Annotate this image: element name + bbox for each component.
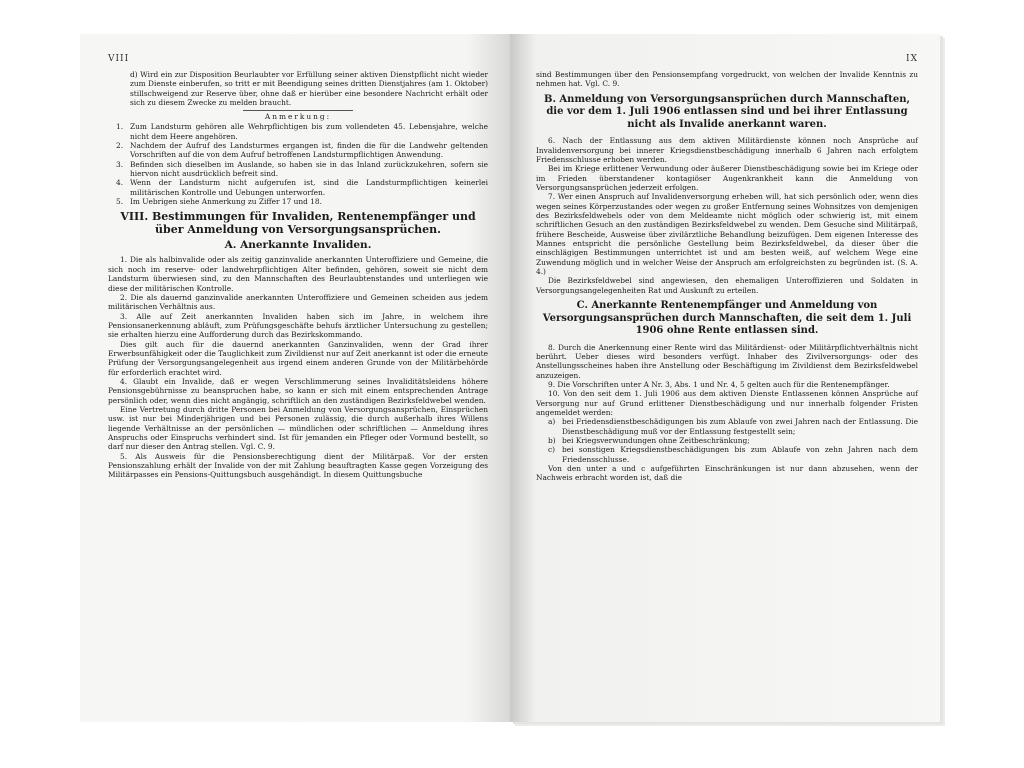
paragraph: 2. Die als dauernd ganzinvalide anerkannten Unteroffiziere und Gemeinen scheiden aus jedem militärischen Verhältnis aus. [108,292,488,312]
paragraph: 1. Die als halbinvalide oder als zeitig ganzinvalide anerkannten Unteroffiziere und Gemeine, die sich noch im reserve- oder landwehrpflichtigen Alter befinden, gehören, soweit sie nicht dem Landsturm überwiesen sind, zu den Mannschaften des Beurlaubtenstandes und unterliegen wie diese der militärischen Kontrolle. [108,255,488,293]
left-page [80,34,510,722]
note-item: 3. Befinden sich dieselben im Auslande, so haben sie in das Inland zurückzukehren, sofern sie hiervon nicht ausdrücklich befreit sind. [116,159,488,179]
sub-item: a) bei Friedensdienstbeschädigungen bis zum Ablaufe von zwei Jahren nach der Entlassung. Die Dienstbeschädigung muß vor der Entlassung festgestellt sein; [548,417,918,436]
paragraph: Dies gilt auch für die dauernd anerkannten Ganzinvaliden, wenn der Grad ihrer Erwerbsunfähigkeit oder die Tauglichkeit zum Zivildienst nur auf Zeit anerkannt ist oder die erneute Prüfung der Versorgungsangelegenheit aus irgend einem anderen Grunde von der Militärbehörde für erforderlich erachtet wird. [108,339,488,377]
paragraph: Die Bezirksfeldwebel sind angewiesen, den ehemaligen Unteroffizieren und Soldaten in Versorgungsangelegenheiten Rat und Auskunft zu erteilen. [536,276,918,295]
paragraph: 7. Wer einen Anspruch auf Invalidenversorgung erheben will, hat sich persönlich oder, wenn dies wegen seines Körperzustandes oder wegen zu großer Entfernung seines Wohnsitzes von demjenigen des Bezirksfeldwebels oder von dem Meldeamte nicht möglich oder schwierig ist, mit einem schriftlichen Gesuch an den zuständigen Bezirksfeldwebel zu wenden. Dem Gesuche sind Militärpaß, frühere Bescheide, Ausweise über zivilärztliche Behandlung beizufügen. Dem eigenen Interesse des Mannes entspricht die persönliche Gestellung beim Bezirksfeldwebel, da dieser über die einschlägigen Bestimmungen unterrichtet ist und am besten weiß, auf welchem Wege eine Zuwendung möglich und in welcher Weise der Anspruch am erfolgreichsten zu begründen ist. (S. A. 4.) [536,192,918,276]
closing-paragraph: Von den unter a und c aufgeführten Einschränkungen ist nur dann abzusehen, wenn der Nachweis erbracht worden ist, daß die [536,464,918,483]
open-book [80,34,940,722]
divider-rule [243,110,353,111]
section-heading: VIII. Bestimmungen für Invaliden, Rentenempfänger und über Anmeldung von Versorgungsansprüchen. [120,210,476,237]
note-item: 4. Wenn der Landsturm nicht aufgerufen ist, sind die Landsturmpflichtigen keinerlei militärischen Kontrolle und Uebungen unterworfen. [116,178,488,197]
paragraph: 4. Glaubt ein Invalide, daß er wegen Verschlimmerung seines Invaliditätsleidens höhere Pensionsgebührnisse zu beanspruchen habe, so kann er sich mit einem entsprechenden Antrage persönlich oder, wenn dies nicht angängig, schriftlich an den zuständigen Bezirksfeldwebel wenden. [108,376,488,405]
subsection-heading-a: A. Anerkannte Invaliden. [224,239,372,252]
paragraph: 10. Von den seit dem 1. Juli 1906 aus dem aktiven Dienste Entlassenen können Ansprüche auf Versorgung nur auf Grund erlittener Dienstbeschädigung und nur innerhalb folgender Fristen angemeldet werden: [536,389,918,417]
right-page-number: IX [906,54,918,64]
note-item: 2. Nachdem der Aufruf des Landsturmes ergangen ist, finden die für die Landwehr geltenden Vorschriften auf die von dem Aufruf betroffenen Landsturmpflichtigen Anwendung. [116,141,488,160]
item-d-paragraph: d) Wird ein zur Disposition Beurlaubter vor Erfüllung seiner aktiven Dienstpflicht nicht wieder zum Dienste einberufen, so tritt er mit Beendigung seines dritten Dienstjahres (am 1. Oktober) stillschweigend zur Reserve über, ohne daß er hierüber eine besondere Nachricht erhält oder sich zu diesem Zwecke zu melden braucht. [130,70,488,108]
section-heading-b: B. Anmeldung von Versorgungsansprüchen durch Mannschaften, die vor dem 1. Juli 1906 entlassen sind und bei ihrer Entlassung nicht als Invalide anerkannt waren. [544,93,910,130]
intro-paragraph: sind Bestimmungen über den Pensionsempfang vorgedruckt, von welchen der Invalide Kenntnis zu nehmen hat. Vgl. C. 9. [536,70,918,89]
paragraph: 8. Durch die Anerkennung einer Rente wird das Militärdienst- oder Militärpflichtverhältnis nicht berührt. Ueber dieses wird besonders verfügt. Inhaber des Zivilversorgungs- oder des Anstellungsscheines haben ihre Anstellung oder Beschäftigung im Zivildienst dem Bezirksfeldwebel anzuzeigen. [536,342,918,380]
paragraph: 6. Nach der Entlassung aus dem aktiven Militärdienste können noch Ansprüche auf Invalidenversorgung bei innerer Kriegsdienstbeschädigung innerhalb 6 Jahren nach erfolgtem Friedensschlusse erhoben werden. [536,136,918,164]
section-heading-c: C. Anerkannte Rentenempfänger und Anmeldung von Versorgungsansprüchen durch Mannschaften, die seit dem 1. Juli 1906 ohne Rente entlassen sind. [542,300,912,337]
paragraph: Eine Vertretung durch dritte Personen bei Anmeldung von Versorgungsansprüchen, Einsprüchen usw. ist nur bei Minderjährigen und bei Personen zulässig, die durch außerhalb ihres Willens liegende Verhältnisse an der persönlichen — mündlichen oder schriftlichen — Anmeldung ihres Anspruchs oder Einspruchs verhindert sind. Ist für jemanden ein Pfleger oder Vormund bestellt, so darf nur dieser den Antrag stellen. Vgl. C. 9. [108,404,488,452]
paragraph: 9. Die Vorschriften unter A Nr. 3, Abs. 1 und Nr. 4, 5 gelten auch für die Rentenempfänger. [548,379,890,389]
note-item: 1. Zum Landsturm gehören alle Wehrpflichtigen bis zum vollendeten 45. Lebensjahre, welche nicht dem Heere angehören. [116,122,488,141]
left-page-number: VIII [108,54,130,64]
right-page [510,34,940,722]
note-item: 5. Im Uebrigen siehe Anmerkung zu Ziffer 17 und 18. [116,197,322,207]
sub-item: c) bei sonstigen Kriegsdienstbeschädigungen bis zum Ablaufe von zehn Jahren nach dem Friedensschlusse. [548,445,918,464]
paragraph: 5. Als Ausweis für die Pensionsberechtigung dient der Militärpaß. Vor der ersten Pensionszahlung erhält der Invalide von der mit Zahlung beauftragten Kasse gegen Vorzeigung des Militärpasses ein Pensions-Quittungsbuch ausgehändigt. In diesem Quittungsbuche [108,451,488,480]
sub-item: b) bei Kriegsverwundungen ohne Zeitbeschränkung; [548,435,750,445]
paragraph: Bei im Kriege erlittener Verwundung oder äußerer Dienstbeschädigung sowie bei im Kriege oder im Frieden überstandener kontagiöser Augenkrankheit kann die Anmeldung von Versorgungsansprüchen jederzeit erfolgen. [536,164,918,192]
note-title: Anmerkung: [264,112,332,122]
paragraph: 3. Alle auf Zeit anerkannten Invaliden haben sich im Jahre, in welchem ihre Pensionsanerkennung abläuft, zum Prüfungsgeschäfte behufs ärztlicher Untersuchung zu gestellen; sie erhalten hierzu eine Aufforderung durch das Bezirkskommando. [108,311,488,340]
